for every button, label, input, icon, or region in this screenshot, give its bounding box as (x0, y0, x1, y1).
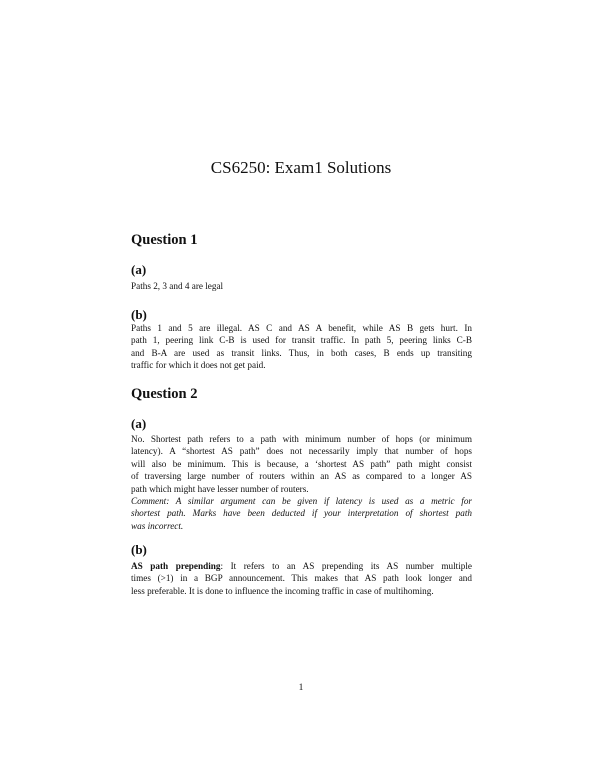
question-1b-label: (b) (131, 307, 147, 322)
answer-line: latency). A “shortest AS path” does not necessarily imply that number of hops (131, 446, 472, 457)
question-2a-answer (131, 433, 472, 532)
comment-line: Comment: A similar argument can be given if latency is used as a metric for (131, 496, 472, 507)
comment-line: was incorrect. (131, 520, 184, 531)
question-1a-answer (131, 280, 472, 292)
answer-line: of traversing large number of routers within an AS as compared to a longer AS (131, 471, 472, 482)
answer-line: No. Shortest path refers to a path with minimum number of hops (or minimum (131, 434, 472, 444)
answer-line-rest: : It refers to an AS prepending its AS number multiple (220, 561, 472, 571)
question-2a-label: (a) (131, 416, 147, 431)
answer-line: less preferable. It is done to influence the incoming traffic in case of multihoming. (131, 585, 434, 596)
question-1-heading: Question 1 (131, 232, 198, 248)
term-as-path-prepending: AS path prepending (131, 561, 221, 571)
answer-line: Paths 1 and 5 are illegal. AS C and AS A benefit, while AS B gets hurt. In (131, 323, 472, 333)
question-1a-label: (a) (131, 262, 147, 277)
question-2-heading: Question 2 (131, 386, 198, 402)
page-title: CS6250: Exam1 Solutions (210, 158, 392, 177)
question-2b-label: (b) (131, 542, 147, 557)
comment-line: shortest path. Marks have been deducted if your interpretation of shortest path (131, 508, 472, 519)
question-1b-answer (131, 322, 472, 372)
answer-line: traffic for which it does not get paid. (131, 360, 266, 371)
answer-line: path which might have lesser number of routers. (131, 483, 309, 494)
question-2b-answer (131, 560, 472, 597)
answer-line: and B-A are used as transit links. Thus, in both cases, B ends up transiting (131, 347, 472, 358)
answer-line: path 1, peering link C-B is used for transit traffic. In path 5, peering links C-B (131, 335, 472, 346)
answer-line: Paths 2, 3 and 4 are legal (131, 281, 224, 291)
answer-line (131, 560, 472, 572)
answer-line: times (>1) in a BGP announcement. This makes that AS path look longer and (131, 573, 472, 584)
page-number: 1 (298, 683, 304, 693)
answer-line: will also be minimum. This is because, a ‘shortest AS path” path might consist (131, 458, 472, 469)
